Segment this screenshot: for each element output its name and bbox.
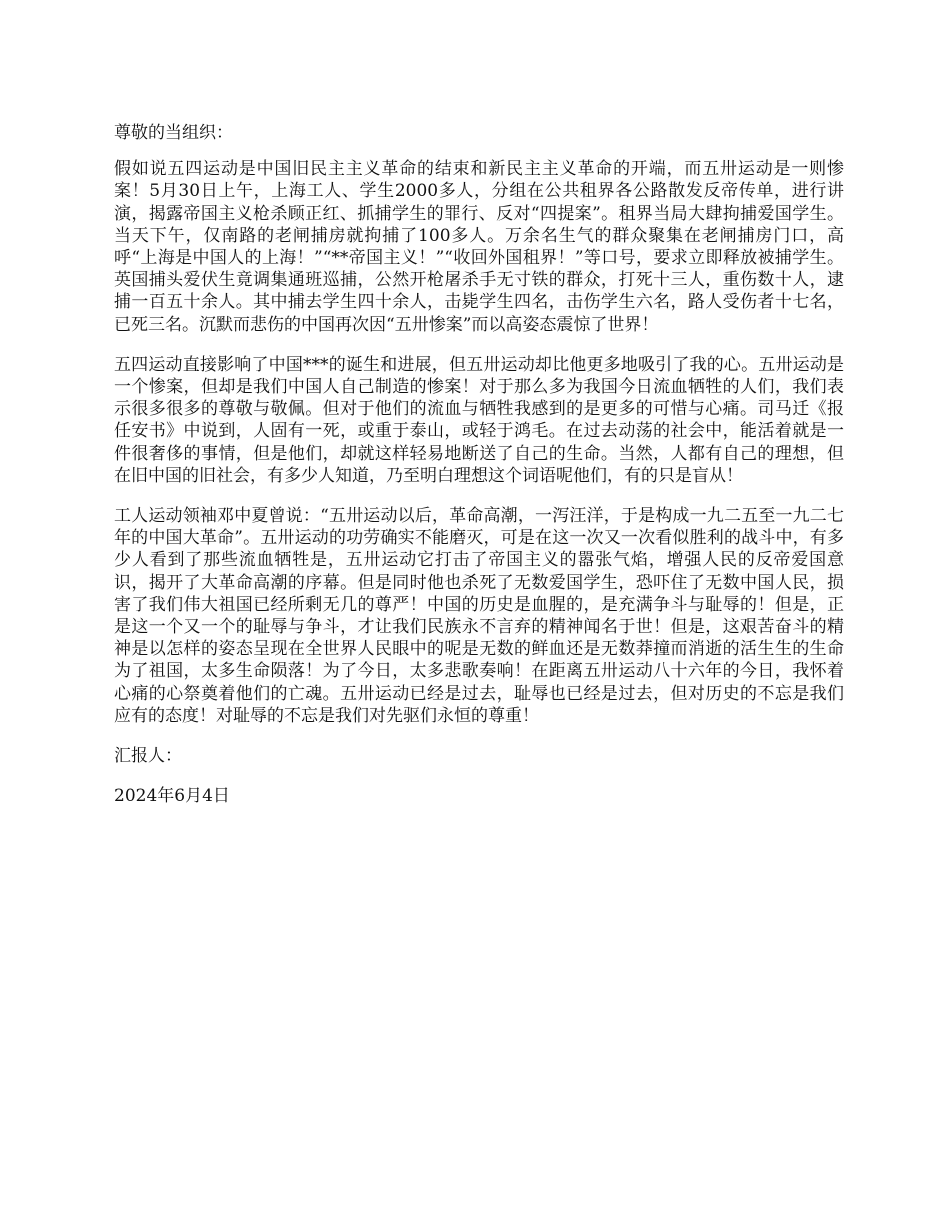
- salutation: 尊敬的当组织：: [114, 123, 233, 143]
- letter-document: [114, 122, 844, 825]
- signature-label: 汇报人：: [114, 746, 182, 767]
- body-paragraph-1: 假如说五四运动是中国旧民主主义革命的结束和新民主主义革命的开端，而五卅运动是一则惨案！5月30日上午，上海工人、学生2000多人，分组在公共租界各公路散发反帝传单，进行讲演，揭露帝国主义枪杀顾正红、抓捕学生的罪行、反对“四提案”。租界当局大肆拘捕爱国学生。当天下午，仅南路的老闸捕房就拘捕了100多人。万余名生气的群众聚集在老闸捕房门口，高呼“上海是中国人的上海！”“**帝国主义！”“收回外国租界！”等口号，要求立即释放被捕学生。英国捕头爱伏生竟调集通班巡捕，公然开枪屠杀手无寸铁的群众，打死十三人，重伤数十人，逮捕一百五十余人。其中捕去学生四十余人，击毙学生四名，击伤学生六名，路人受伤者十七名，已死三名。沉默而悲伤的中国再次因“五卅惨案”而以高姿态震惊了世界！: [114, 159, 844, 335]
- body-paragraph-2: 五四运动直接影响了中国***的诞生和进展，但五卅运动却比他更多地吸引了我的心。五卅运动是一个惨案，但却是我们中国人自己制造的惨案！对于那么多为我国今日流血牺牲的人们，我们表示很多很多的尊敬与敬佩。但对于他们的流血与牺牲我感到的是更多的可惜与心痛。司马迁《报任安书》中说到，人固有一死，或重于泰山，或轻于鸿毛。在过去动荡的社会中，能活着就是一件很奢侈的事情，但是他们，却就这样轻易地断送了自己的生命。当然，人都有自己的理想，但在旧中国的旧社会，有多少人知道，乃至明白理想这个词语呢他们，有的只是盲从！: [114, 354, 844, 486]
- letter-date: 2024年6月4日: [114, 786, 230, 807]
- body-paragraph-3: 工人运动领袖邓中夏曾说：“五卅运动以后，革命高潮，一泻汪洋，于是构成一九二五至一九二七年的中国大革命”。五卅运动的功劳确实不能磨灭，可是在这一次又一次看似胜利的战斗中，有多少人看到了那些流血牺牲是，五卅运动它打击了帝国主义的嚣张气焰，增强人民的反帝爱国意识，揭开了大革命高潮的序幕。但是同时他也杀死了无数爱国学生，恐吓住了无数中国人民，损害了我们伟大祖国已经所剩无几的尊严！中国的历史是血腥的，是充满争斗与耻辱的！但是，正是这一个又一个的耻辱与争斗，才让我们民族永不言弃的精神闻名于世！但是，这艰苦奋斗的精神是以怎样的姿态呈现在全世界人民眼中的呢是无数的鲜血还是无数莽撞而消逝的活生生的生命为了祖国，太多生命陨落！为了今日，太多悲歌奏响！在距离五卅运动八十六年的今日，我怀着心痛的心祭奠着他们的亡魂。五卅运动已经是过去，耻辱也已经是过去，但对历史的不忘是我们应有的态度！对耻辱的不忘是我们对先驱们永恒的尊重！: [114, 506, 844, 726]
